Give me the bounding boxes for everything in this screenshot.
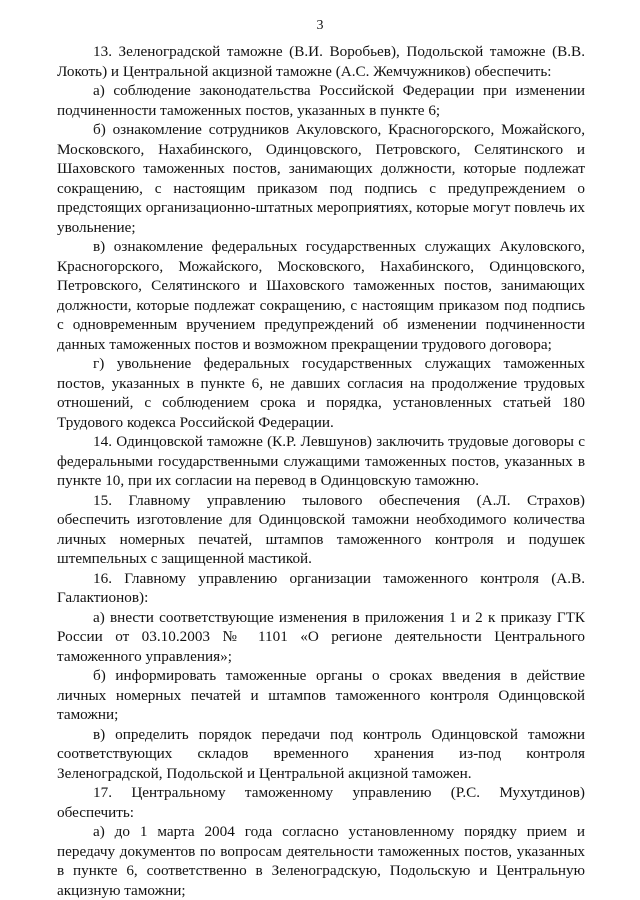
paragraph-15: 15. Главному управлению тылового обеспечения (А.Л. Страхов) обеспечить изготовление для Одинцовской таможни необходимого количества личных номерных печатей, штампов таможенного контроля и подушек штемпельных с защищенной мастикой. [57,491,585,567]
paragraph-13v: в) ознакомление федеральных государственных служащих Акуловского, Красногорского, Можайского, Московского, Нахабинского, Одинцовского, Петровского, Селятинского и Шаховского таможенных постов, занимающих должности, которые подлежат сокращению, с настоящим приказом под подпись с одновременным вручением предупреждений об изменении подчиненности данных таможенных постов и возможном прекращении трудового договора; [57,238,585,353]
paragraph-17: 17. Центральному таможенному управлению (Р.С. Мухутдинов) обеспечить: [57,784,585,821]
paragraph-13g: г) увольнение федеральных государственных служащих таможенных постов, указанных в пункте 6, не давших согласия на продолжение трудовых отношений, с соблюдением срока и порядка, установленных статьей 180 Трудового кодекса Российской Федерации. [57,355,585,431]
paragraph-13a: а) соблюдение законодательства Российской Федерации при изменении подчиненности таможенных постов, указанных в пункте 6; [57,82,585,119]
paragraph-16b: б) информировать таможенные органы о сроках введения в действие личных номерных печатей и штампов таможенного контроля Одинцовской таможни; [57,667,585,723]
paragraph-17a: а) до 1 марта 2004 года согласно установленному порядку прием и передачу документов по вопросам деятельности таможенных постов, указанных в пункте 6, соответственно в Зеленоградскую, Подольскую и Центральную акцизную таможни; [57,823,585,899]
paragraph-16: 16. Главному управлению организации таможенного контроля (А.В. Галактионов): [57,569,585,606]
page-number: 3 [316,18,324,33]
paragraph-16a: а) внести соответствующие изменения в приложения 1 и 2 к приказу ГТК России от 03.10.2003 № 1101 «О регионе деятельности Центрального таможенного управления»; [57,608,585,665]
paragraph-13b: б) ознакомление сотрудников Акуловского, Красногорского, Можайского, Московского, Нахабинского, Одинцовского, Петровского, Селятинского и Шаховского таможенных постов, занимающих должности, которые подлежат сокращению, с настоящим приказом под подпись с предупреждением о предстоящих организационно-штатных мероприятиях, которые могут повлечь их увольнение; [57,121,585,236]
paragraph-16v: в) определить порядок передачи под контроль Одинцовской таможни соответствующих складов временного хранения из-под контроля Зеленоградской, Подольской и Центральной акцизной таможен. [57,725,585,782]
paragraph-14: 14. Одинцовской таможне (К.Р. Левшунов) заключить трудовые договоры с федеральными государственными служащими таможенных постов, указанных в пункте 10, при их согласии на перевод в Одинцовскую таможню. [57,433,585,489]
paragraph-13: 13. Зеленоградской таможне (В.И. Воробьев), Подольской таможне (В.В. Локоть) и Центральной акцизной таможне (А.С. Жемчужников) обеспечить: [57,43,585,80]
document-body [57,42,585,900]
